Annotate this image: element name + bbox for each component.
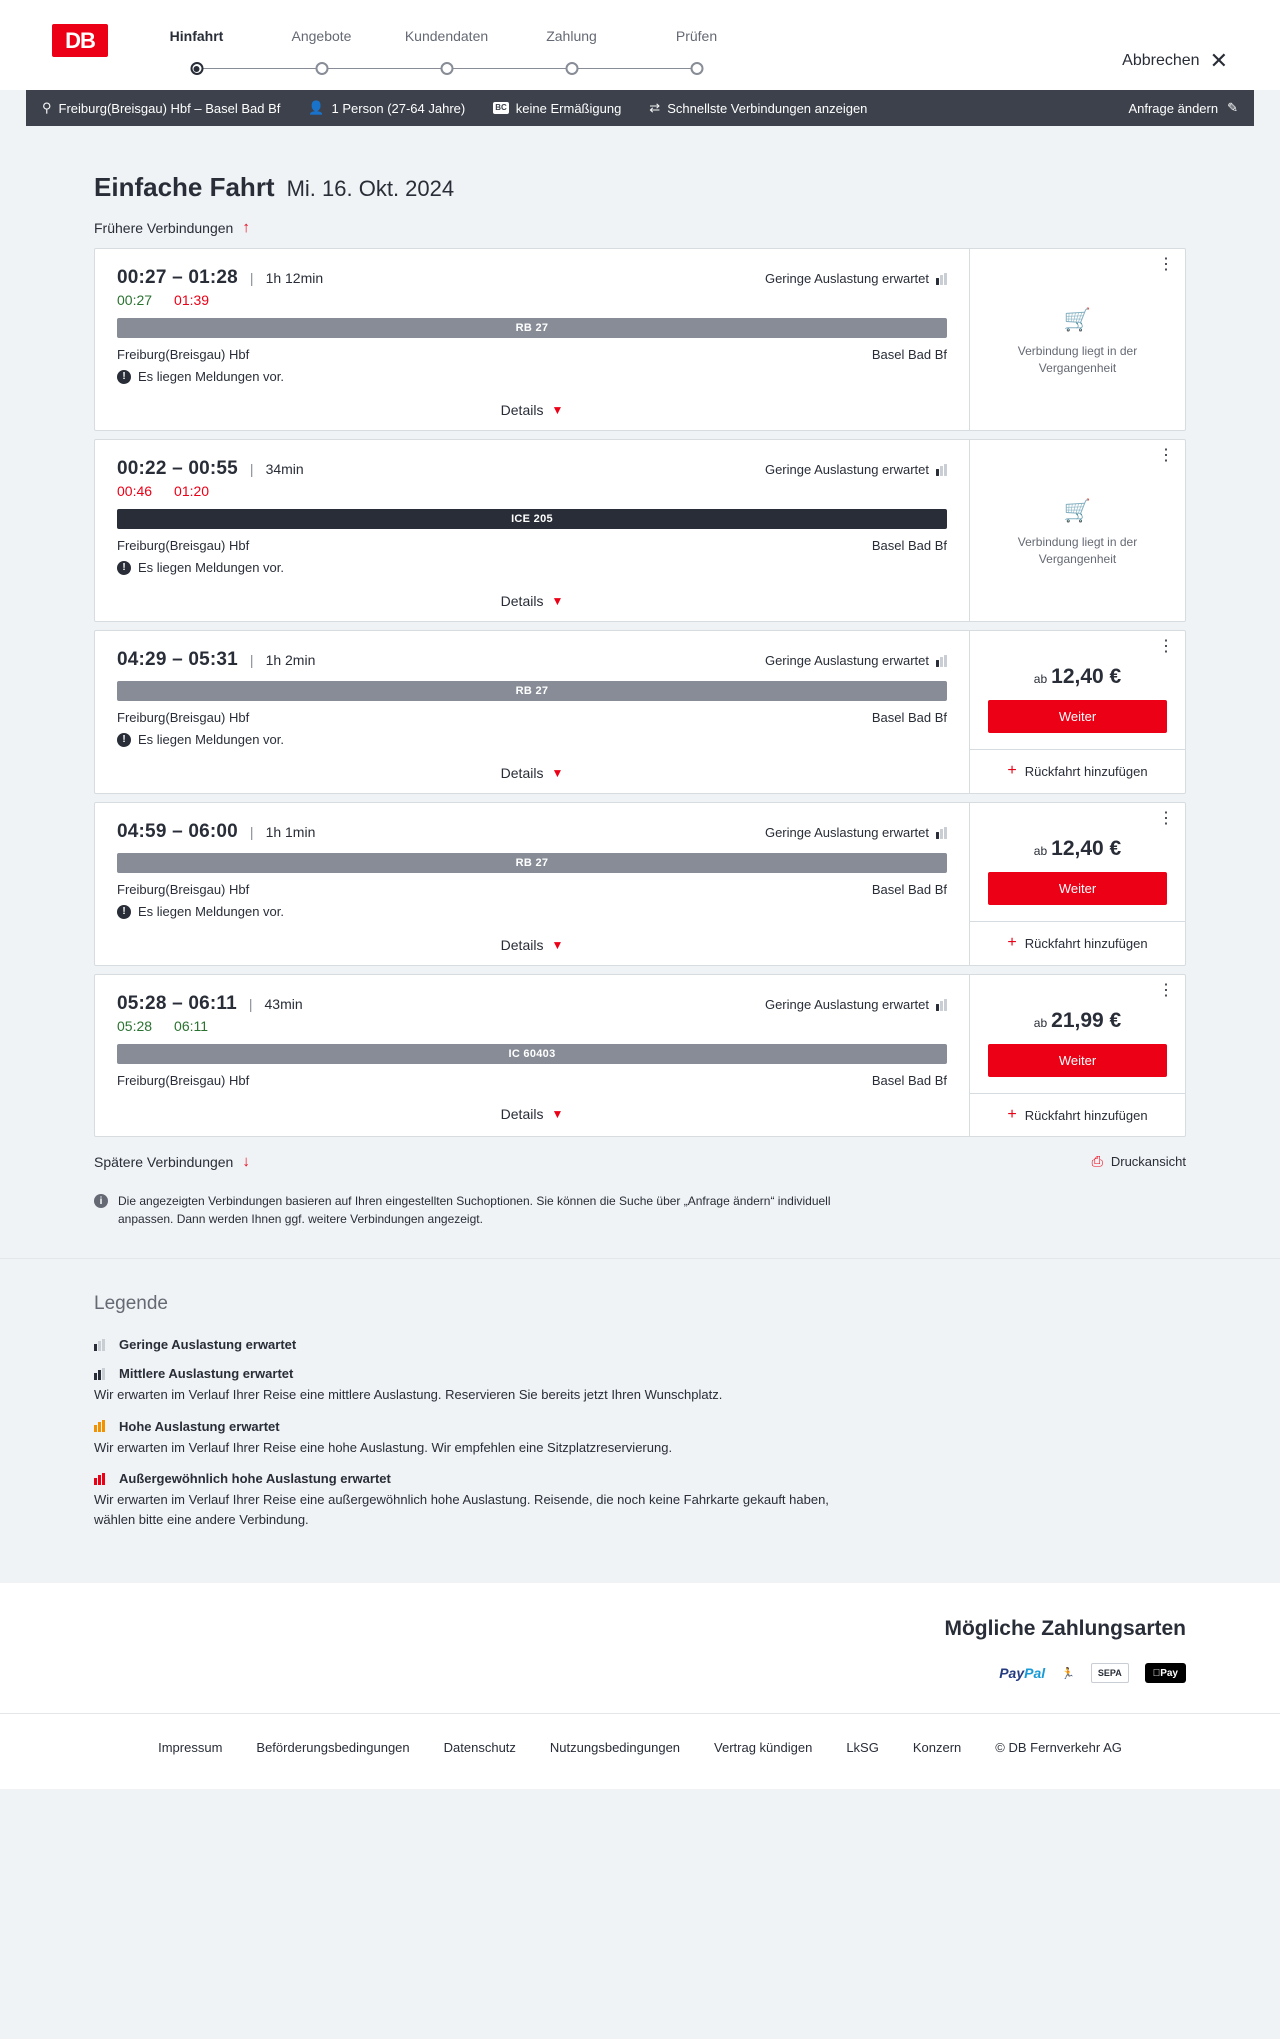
legend-item-title: Geringe Auslastung erwartet [119,1337,297,1352]
cancel-label: Abbrechen [1122,52,1200,69]
legend-item [94,1471,1186,1529]
close-icon: ✕ [1209,48,1228,73]
stations [117,882,947,897]
connection-list [94,248,1186,1137]
details-toggle[interactable] [117,1094,947,1134]
connection-times: 00:22 – 00:55 [117,458,238,479]
occupancy-label: Geringe Auslastung erwartet [764,825,929,840]
notice-label: Es liegen Meldungen vor. [138,369,284,384]
occupancy-indicator [765,271,947,286]
connection-times: 04:29 – 05:31 [117,649,238,670]
occupancy-label: Geringe Auslastung erwartet [764,462,929,477]
query-bar [26,90,1254,126]
info-icon: ! [117,561,131,575]
occupancy-medium-icon [94,1368,107,1380]
legend-region [0,1258,1280,1583]
occupancy-indicator [765,653,947,668]
info-icon: i [94,1194,108,1208]
step-dot-row [509,58,634,82]
details-toggle[interactable] [117,753,947,793]
legend-item [94,1337,1186,1352]
station-to: Basel Bad Bf [871,882,947,897]
connection-actions [969,803,1185,965]
step-connector [447,68,572,69]
legend-item-title: Hohe Auslastung erwartet [119,1418,280,1434]
step-dot-icon [440,62,453,75]
separator: | [249,270,254,286]
pencil-icon: ✎ [1227,100,1238,115]
connection-times: 05:28 – 06:11 [117,993,237,1014]
plus-icon: + [1007,762,1017,779]
change-query-label: Anfrage ändern [1128,100,1219,116]
details-label: Details [500,937,544,953]
chevron-down-icon: ▼ [551,1107,564,1121]
occupancy-label: Geringe Auslastung erwartet [764,997,929,1012]
occupancy-bars-icon [936,464,947,476]
later-connections-button[interactable] [94,1153,250,1170]
occupancy-high-icon [94,1420,107,1432]
chevron-down-icon: ▼ [551,938,564,952]
continue-button[interactable]: Weiter [988,1044,1167,1077]
connection-details [95,803,969,965]
connection-duration: 34min [265,461,304,477]
plus-icon: + [1007,1106,1017,1123]
connection-actions [969,249,1185,430]
stations [117,538,947,553]
station-from: Freiburg(Breisgau) Hbf [117,710,250,725]
legend-item-head [94,1471,1186,1486]
past-connection-label: Verbindung liegt in der Vergangenheit [1017,535,1138,566]
search-hint [94,1192,854,1228]
price-block [970,975,1185,1077]
details-label: Details [500,765,544,781]
footer-link-lksg[interactable]: LkSG [846,1740,879,1755]
step-label: Zahlung [546,28,597,44]
cart-crossed-icon: 🛒 [1063,307,1092,333]
connection-header [117,649,947,671]
station-from: Freiburg(Breisgau) Hbf [117,347,250,362]
chevron-down-icon: ▼ [551,594,564,608]
price [988,1009,1167,1033]
chevron-down-icon: ▼ [551,403,564,417]
list-footer [94,1153,1186,1170]
train-bar: RB 27 [117,318,947,338]
station-to: Basel Bad Bf [871,710,947,725]
step-pruefen[interactable] [634,28,759,82]
realtime-departure: 00:46 [117,483,153,499]
step-dot-row [384,58,509,82]
payment-icons [94,1663,1186,1683]
step-dot-icon [315,62,328,75]
notice-row[interactable] [117,369,947,384]
step-dot-row [634,58,759,82]
legend-item [94,1366,1186,1405]
realtime-times [117,292,947,308]
occupancy-bars-icon [936,273,947,285]
add-return-trip-button[interactable] [970,749,1185,792]
add-return-trip-label: Rückfahrt hinzufügen [1024,763,1148,779]
more-options-icon[interactable]: ⋮ [1158,256,1175,273]
legend-title: Legende [94,1293,168,1314]
stations [117,1073,947,1088]
step-label: Kundendaten [404,28,489,44]
page-title: Einfache Fahrt [94,172,275,202]
price [988,665,1167,689]
sofort-icon: 🏃 [1061,1667,1075,1680]
occupancy-low-icon [94,1339,107,1351]
past-connection-block [970,440,1185,621]
connection-header [117,993,947,1015]
apple-pay-icon: Pay [1145,1663,1186,1683]
payment-region [0,1583,1280,1713]
connection-times: 00:27 – 01:28 [117,267,238,288]
step-dot-row [259,58,384,82]
cart-crossed-icon: 🛒 [1063,498,1092,524]
step-connector [322,68,447,69]
realtime-arrival: 01:39 [174,292,210,308]
plus-icon: + [1007,934,1017,951]
details-toggle[interactable] [117,390,947,430]
step-connector [197,68,322,69]
connection-duration: 1h 2min [265,652,316,668]
info-icon: ! [117,733,131,747]
payment-title: Mögliche Zahlungsarten [944,1617,1186,1640]
connection-details [95,975,969,1136]
price-value: 12,40 € [1051,665,1122,688]
connection-actions [969,440,1185,621]
payment [26,1583,1254,1713]
query-fastest[interactable] [649,100,867,116]
past-connection-block [970,249,1185,430]
legend-item-title: Mittlere Auslastung erwartet [119,1366,294,1381]
realtime-departure: 05:28 [117,1018,153,1034]
info-icon: ! [117,370,131,384]
separator: | [249,652,254,668]
connection-row[interactable] [94,630,1186,794]
swap-arrows-icon: ⇄ [649,100,661,115]
connection-header [117,821,947,843]
separator: | [249,824,254,840]
legend [26,1259,1254,1583]
notice-label: Es liegen Meldungen vor. [138,904,284,919]
step-kundendaten[interactable] [384,28,509,82]
notice-label: Es liegen Meldungen vor. [138,560,284,575]
occupancy-label: Geringe Auslastung erwartet [764,653,929,668]
legend-item-head [94,1366,1186,1381]
step-hinfahrt[interactable] [134,28,259,82]
step-label: Angebote [291,28,352,44]
page-title-row [94,126,1254,203]
price-value: 21,99 € [1051,1009,1122,1032]
person-icon: 👤 [308,100,325,115]
step-dot-icon [690,62,703,75]
print-view-button[interactable] [1092,1153,1186,1170]
change-query-button[interactable] [1128,100,1238,116]
details-toggle[interactable] [117,581,947,621]
db-logo[interactable]: DB [52,24,108,57]
train-bar: RB 27 [117,681,947,701]
occupancy-bars-icon [936,999,947,1011]
step-connector [572,68,697,69]
step-dot-icon [565,62,578,75]
price-prefix: ab [1033,844,1048,858]
query-passengers-label: 1 Person (27-64 Jahre) [331,100,466,116]
info-icon: ! [117,905,131,919]
add-return-trip-button[interactable] [970,1093,1185,1136]
step-angebote[interactable] [259,28,384,82]
price-block [970,631,1185,733]
notice-row[interactable] [117,904,947,919]
chevron-down-icon: ▼ [551,766,564,780]
notice-row[interactable] [117,732,947,747]
connection-row[interactable] [94,248,1186,431]
notice-row[interactable] [117,560,947,575]
content [26,126,1254,1258]
paypal-icon: Pay Pal [999,1665,1046,1681]
legend-item-title: Außergewöhnlich hohe Auslastung erwartet [119,1471,391,1486]
add-return-trip-button[interactable] [970,921,1185,964]
connection-row[interactable] [94,974,1186,1137]
station-to: Basel Bad Bf [871,1073,947,1088]
query-route[interactable] [42,100,280,116]
realtime-arrival: 06:11 [174,1018,209,1034]
connection-row[interactable] [94,802,1186,966]
add-return-trip-label: Rückfahrt hinzufügen [1024,1107,1148,1123]
connection-details [95,249,969,430]
connection-duration: 1h 12min [265,270,324,286]
arrow-down-icon: ↓ [242,1153,250,1170]
station-to: Basel Bad Bf [871,538,947,553]
footer-link-vertrag-kuendigen[interactable]: Vertrag kündigen [714,1740,813,1755]
legend-item-desc: Wir erwarten im Verlauf Ihrer Reise eine hohe Auslastung. Wir empfehlen eine Sitzplatzreservierung. [94,1439,673,1455]
query-discount[interactable] [493,101,621,116]
footer [26,1714,1254,1789]
step-dot-row [134,58,259,82]
details-toggle[interactable] [117,925,947,965]
step-label: Hinfahrt [169,28,224,44]
price-block [970,803,1185,905]
legend-item-head [94,1337,1186,1352]
footer-link-befoerderungsbedingungen[interactable]: Beförderungsbedingungen [256,1740,410,1755]
stations [117,347,947,362]
connection-details [95,631,969,793]
realtime-departure: 00:27 [117,292,153,308]
location-pin-icon: ⚲ [42,100,52,115]
step-zahlung[interactable] [509,28,634,82]
legend-item-head [94,1419,1186,1434]
price-prefix: ab [1033,672,1048,686]
occupancy-indicator [765,462,947,477]
realtime-times [117,483,947,499]
continue-button[interactable]: Weiter [988,700,1167,733]
step-label: Prüfen [675,28,718,44]
connection-duration: 1h 1min [265,824,316,840]
footer-copyright: © DB Fernverkehr AG [995,1740,1122,1755]
train-bar: ICE 205 [117,509,947,529]
connection-duration: 43min [264,996,303,1012]
query-fastest-label: Schnellste Verbindungen anzeigen [667,100,868,116]
occupancy-bars-icon [936,655,947,667]
price-prefix: ab [1033,1016,1048,1030]
legend-item-desc: Wir erwarten im Verlauf Ihrer Reise eine außergewöhnlich hohe Auslastung. Reisende, die noch keine Fahrkarte gekauft haben, wählen bitte eine andere Verbindung. [94,1492,829,1527]
connection-header [117,458,947,480]
separator: | [249,461,254,477]
stations [117,710,947,725]
query-discount-label: keine Ermäßigung [515,100,622,116]
train-bar: IC 60403 [117,1044,947,1064]
connection-times: 04:59 – 06:00 [117,821,238,842]
notice-label: Es liegen Meldungen vor. [138,732,284,747]
station-from: Freiburg(Breisgau) Hbf [117,538,250,553]
train-bar: RB 27 [117,853,947,873]
occupancy-indicator [765,997,947,1012]
query-route-label: Freiburg(Breisgau) Hbf – Basel Bad Bf [58,100,281,116]
footer-link-impressum[interactable]: Impressum [158,1740,223,1755]
bahncard-icon: BC [495,103,507,113]
occupancy-very-high-icon [94,1473,107,1485]
legend-item-desc: Wir erwarten im Verlauf Ihrer Reise eine mittlere Auslastung. Reservieren Sie bereits jetzt Ihren Wunschplatz. [94,1387,723,1402]
realtime-arrival: 01:20 [174,483,210,499]
print-view-label: Druckansicht [1110,1154,1186,1169]
earlier-connections-button[interactable] [94,219,1254,236]
separator: | [248,996,253,1012]
continue-button[interactable]: Weiter [988,872,1167,905]
more-options-icon[interactable]: ⋮ [1158,810,1175,827]
printer-icon: ⎙ [1091,1153,1103,1169]
query-passengers[interactable] [308,100,465,116]
header-region [0,0,1280,90]
connection-actions [969,631,1185,793]
station-to: Basel Bad Bf [871,347,947,362]
more-options-icon[interactable]: ⋮ [1158,638,1175,655]
later-connections-label: Spätere Verbindungen [94,1153,234,1170]
more-options-icon[interactable]: ⋮ [1158,447,1175,464]
arrow-up-icon: ↑ [242,219,250,236]
price-value: 12,40 € [1051,837,1122,860]
station-from: Freiburg(Breisgau) Hbf [117,882,250,897]
connection-details [95,440,969,621]
occupancy-indicator [765,825,947,840]
search-hint-text: Die angezeigten Verbindungen basieren auf Ihren eingestellten Suchoptionen. Sie können die Suche über „Anfrage ändern“ individuell anpassen. Dann werden Ihnen ggf. weitere Verbindungen angezeigt. [118,1194,831,1226]
sepa-icon: SEPA [1091,1663,1129,1683]
legend-item [94,1419,1186,1458]
progress-steps [134,28,759,82]
step-dot-icon [190,62,203,75]
footer-region [0,1713,1280,1789]
details-label: Details [500,593,544,609]
details-label: Details [500,1106,544,1122]
connection-row[interactable] [94,439,1186,622]
add-return-trip-label: Rückfahrt hinzufügen [1024,935,1148,951]
connection-header [117,267,947,289]
station-from: Freiburg(Breisgau) Hbf [117,1073,250,1088]
footer-link-nutzungsbedingungen[interactable]: Nutzungsbedingungen [549,1740,681,1755]
travel-date: Mi. 16. Okt. 2024 [286,176,455,201]
footer-link-konzern[interactable]: Konzern [912,1740,962,1755]
occupancy-label: Geringe Auslastung erwartet [764,271,929,286]
more-options-icon[interactable]: ⋮ [1158,982,1175,999]
cancel-button[interactable] [1122,50,1228,72]
past-connection-label: Verbindung liegt in der Vergangenheit [1017,344,1138,375]
header [26,0,1254,90]
footer-link-datenschutz[interactable]: Datenschutz [443,1740,516,1755]
connection-actions [969,975,1185,1136]
price [988,837,1167,861]
details-label: Details [500,402,544,418]
realtime-times [117,1018,947,1034]
earlier-connections-label: Frühere Verbindungen [94,219,234,236]
occupancy-bars-icon [936,827,947,839]
